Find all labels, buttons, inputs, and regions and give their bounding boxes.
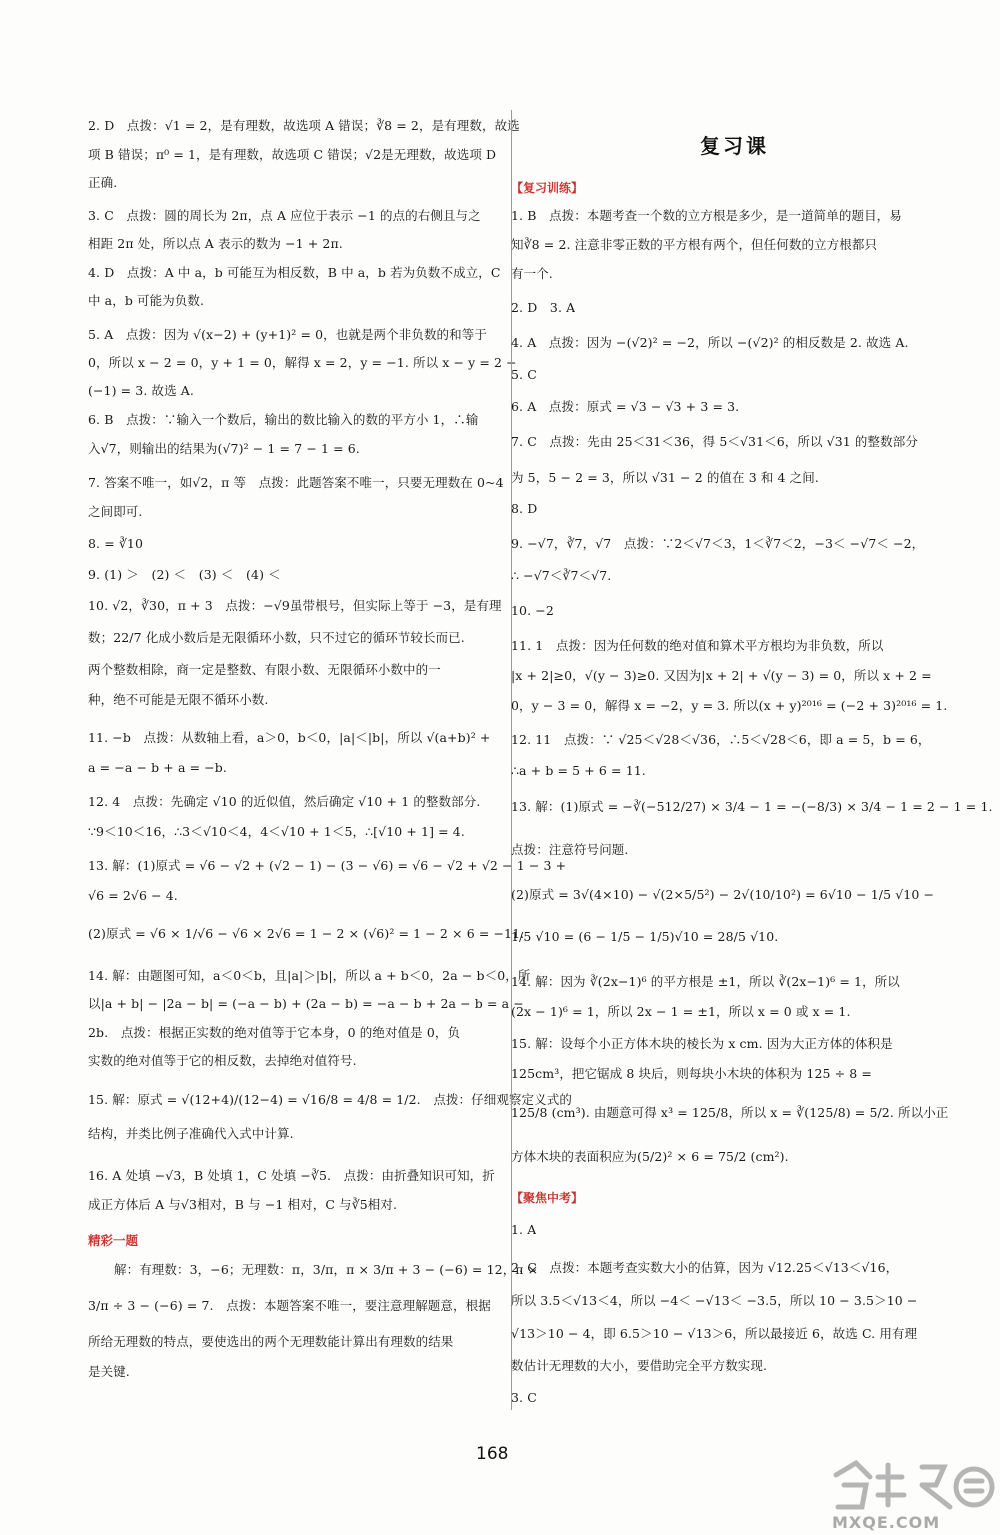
text-line: 结构，并类比例子准确代入式中计算. xyxy=(88,1126,294,1141)
text-line: 15. 解：设每个小正方体木块的棱长为 x cm. 因为大正方体的体积是 xyxy=(511,1036,893,1051)
text-line: 种，绝不可能是无限不循环小数. xyxy=(88,692,269,707)
text-line: 2b. 点拨：根据正实数的绝对值等于它本身，0 的绝对值是 0，负 xyxy=(88,1025,461,1040)
text-line: 方体木块的表面积应为(5/2)² × 6 = 75/2 (cm²). xyxy=(511,1149,789,1164)
text-line: √6 = 2√6 − 4. xyxy=(88,888,178,903)
page-number: 168 xyxy=(476,1444,509,1464)
text-line: 11. −b 点拨：从数轴上看，a＞0，b＜0，|a|＜|b|，所以 √(a+b)² + xyxy=(88,730,491,745)
text-line: 知∛8 = 2. 注意非零正数的平方根有两个，但任何数的立方根都只 xyxy=(511,237,878,252)
text-line: 相距 2π 处，所以点 A 表示的数为 −1 + 2π. xyxy=(88,236,343,251)
text-line: 14. 解：由题图可知，a＜0＜b，且|a|＞|b|，所以 a + b＜0，2a − b＜0，所 xyxy=(88,968,531,983)
text-line: 3. C xyxy=(511,1390,537,1405)
text-line: ∵9＜10＜16，∴3＜√10＜4，4＜√10 + 1＜5，∴[√10 + 1] = 4. xyxy=(88,824,465,839)
text-line: 4. A 点拨：因为 −(√2)² = −2，所以 −(√2)² 的相反数是 2. 故选 A. xyxy=(511,335,909,350)
text-line: 6. B 点拨：∵输入一个数后，输出的数比输入的数的平方小 1，∴输 xyxy=(88,412,479,427)
text-line: (2x − 1)⁶ = 1，所以 2x − 1 = ±1，所以 x = 0 或 x = 1. xyxy=(511,1004,851,1019)
text-line: 5. A 点拨：因为 √(x−2) + (y+1)² = 0，也就是两个非负数的和等于 xyxy=(88,327,487,342)
text-line: 中 a，b 可能为负数. xyxy=(88,293,205,308)
text-line: 9. −√7，∛7，√7 点拨：∵2＜√7＜3，1＜∛7＜2，−3＜ −√7＜ −2， xyxy=(511,536,925,551)
text-line: 2. D 3. A xyxy=(511,300,576,315)
watermark-logo xyxy=(826,1455,996,1530)
text-line: 3. C 点拨：圆的周长为 2π，点 A 应位于表示 −1 的点的右侧且与之 xyxy=(88,208,481,223)
watermark-graphic xyxy=(826,1455,996,1515)
text-line: 13. 解：(1)原式 = √6 − √2 + (√2 − 1) − (3 − √6) = √6 − √2 + √2 − 1 − 3 + xyxy=(88,858,567,873)
text-line: 成正方体后 A 与√3相对，B 与 −1 相对，C 与∛5相对. xyxy=(88,1197,398,1212)
watermark-text: MXQE.COM xyxy=(832,1513,941,1532)
text-line: 16. A 处填 −√3，B 处填 1，C 处填 −∛5. 点拨：由折叠知识可知，折 xyxy=(88,1168,495,1183)
text-line: 9. (1) ＞ (2) ＜ (3) ＜ (4) ＜ xyxy=(88,567,281,582)
text-line: 7. C 点拨：先由 25＜31＜36，得 5＜√31＜6，所以 √31 的整数部分 xyxy=(511,434,918,449)
text-line: 0，所以 x − 2 = 0，y + 1 = 0，解得 x = 2，y = −1. 所以 x − y = 2 − xyxy=(88,355,517,370)
text-line: 是关键. xyxy=(88,1364,130,1379)
text-line: 6. A 点拨：原式 = √3 − √3 + 3 = 3. xyxy=(511,399,740,414)
text-line: 0，y − 3 = 0，解得 x = −2，y = 3. 所以(x + y)²⁰¹⁶ = (−2 + 3)²⁰¹⁶ = 1. xyxy=(511,698,948,713)
text-line: 两个整数相除，商一定是整数、有限小数、无限循环小数中的一 xyxy=(88,662,441,677)
text-line: ∴a + b = 5 + 6 = 11. xyxy=(511,763,646,778)
text-line: 之间即可. xyxy=(88,504,143,519)
text-line: 数；22/7 化成小数后是无限循环小数，只不过它的循环节较长而已. xyxy=(88,630,465,645)
text-line: 解：有理数：3，−6；无理数：π，3/π，π × 3/π + 3 − (−6) = 12，π × xyxy=(114,1262,539,1277)
text-line: 正确. xyxy=(88,175,118,190)
text-line: 12. 4 点拨：先确定 √10 的近似值，然后确定 √10 + 1 的整数部分. xyxy=(88,794,481,809)
text-line: 2. D 点拨：√1 = 2，是有理数，故选项 A 错误；∛8 = 2，是有理数，故选 xyxy=(88,118,520,133)
text-line: 所以 3.5＜√13＜4，所以 −4＜ −√13＜ −3.5，所以 10 − 3.5＞10 − xyxy=(511,1293,918,1308)
text-line: (2)原式 = 3√(4×10) − √(2×5/5²) − 2√(10/10²) = 6√10 − 1/5 √10 − xyxy=(511,887,935,902)
text-line: 125cm³，把它锯成 8 块后，则每块小木块的体积为 125 ÷ 8 = xyxy=(511,1066,872,1081)
text-line: 13. 解：(1)原式 = −∛(−512/27) × 3/4 − 1 = −(−8/3) × 3/4 − 1 = 2 − 1 = 1. xyxy=(511,799,993,814)
review-training-badge: 【复习训练】 xyxy=(511,181,584,195)
text-line: (2)原式 = √6 × 1/√6 − √6 × 2√6 = 1 − 2 × (√6)² = 1 − 2 × 6 = −11. xyxy=(88,926,525,941)
text-line: √13＞10 − 4，即 6.5＞10 − √13＞6，所以最接近 6，故选 C. 用有理 xyxy=(511,1326,918,1341)
review-lesson-title: 复习课 xyxy=(700,134,769,158)
text-line: 7. 答案不唯一，如√2，π 等 点拨：此题答案不唯一，只要无理数在 0~4 xyxy=(88,475,504,490)
text-line: 5. C xyxy=(511,367,537,382)
text-line: 125/8 (cm³). 由题意可得 x³ = 125/8，所以 x = ∛(125/8) = 5/2. 所以小正 xyxy=(511,1105,949,1120)
text-line: 14. 解：因为 ∛(2x−1)⁶ 的平方根是 ±1，所以 ∛(2x−1)⁶ = 1，所以 xyxy=(511,974,900,989)
text-line: ∴ −√7＜∛7＜√7. xyxy=(511,568,612,583)
highlight-section-title: 精彩一题 xyxy=(88,1233,139,1248)
text-line: 11. 1 点拨：因为任何数的绝对值和算术平方根均为非负数，所以 xyxy=(511,638,884,653)
text-line: 为 5，5 − 2 = 3，所以 √31 − 2 的值在 3 和 4 之间. xyxy=(511,470,819,485)
focus-exam-badge: 【聚焦中考】 xyxy=(511,1191,584,1205)
text-line: 8. = ∛10 xyxy=(88,536,144,551)
text-line: 1/5 √10 = (6 − 1/5 − 1/5)√10 = 28/5 √10. xyxy=(511,929,779,944)
text-line: 以|a + b| − |2a − b| = (−a − b) + (2a − b) = −a − b + 2a − b = a − xyxy=(88,996,524,1011)
text-line: 10. √2，∛30，π + 3 点拨：−√9虽带根号，但实际上等于 −3，是有理 xyxy=(88,598,502,613)
text-line: 8. D xyxy=(511,501,538,516)
text-line: 点拨：注意符号问题. xyxy=(511,842,629,857)
text-line: 15. 解：原式 = √(12+4)/(12−4) = √16/8 = 4/8 = 1/2. 点拨：仔细观察定义式的 xyxy=(88,1092,572,1107)
text-line: (−1) = 3. 故选 A. xyxy=(88,383,194,398)
text-line: 数估计无理数的大小，要借助完全平方数实现. xyxy=(511,1358,768,1373)
text-line: 12. 11 点拨：∵ √25＜√28＜√36，∴5＜√28＜6，即 a = 5，b = 6， xyxy=(511,732,931,747)
text-line: 1. B 点拨：本题考查一个数的立方根是多少，是一道简单的题目，易 xyxy=(511,208,902,223)
text-line: 4. D 点拨：A 中 a，b 可能互为相反数，B 中 a，b 若为负数不成立，C xyxy=(88,265,501,280)
text-line: 项 B 错误；π⁰ = 1，是有理数，故选项 C 错误；√2是无理数，故选项 D xyxy=(88,147,497,162)
text-line: 入√7，则输出的结果为(√7)² − 1 = 7 − 1 = 6. xyxy=(88,441,360,456)
text-line: 1. A xyxy=(511,1222,537,1237)
text-line: 10. −2 xyxy=(511,603,554,618)
text-line: a = −a − b + a = −b. xyxy=(88,760,227,775)
text-line: 有一个. xyxy=(511,266,553,281)
text-line: 3/π ÷ 3 − (−6) = 7. 点拨：本题答案不唯一，要注意理解题意，根据 xyxy=(88,1298,491,1313)
text-line: 实数的绝对值等于它的相反数，去掉绝对值符号. xyxy=(88,1053,357,1068)
text-line: 所给无理数的特点，要使选出的两个无理数能计算出有理数的结果 xyxy=(88,1334,454,1349)
text-line: 2. C 点拨：本题考查实数大小的估算，因为 √12.25＜√13＜√16， xyxy=(511,1260,899,1275)
text-line: |x + 2|≥0，√(y − 3)≥0. 又因为|x + 2| + √(y − 3) = 0，所以 x + 2 = xyxy=(511,668,932,683)
